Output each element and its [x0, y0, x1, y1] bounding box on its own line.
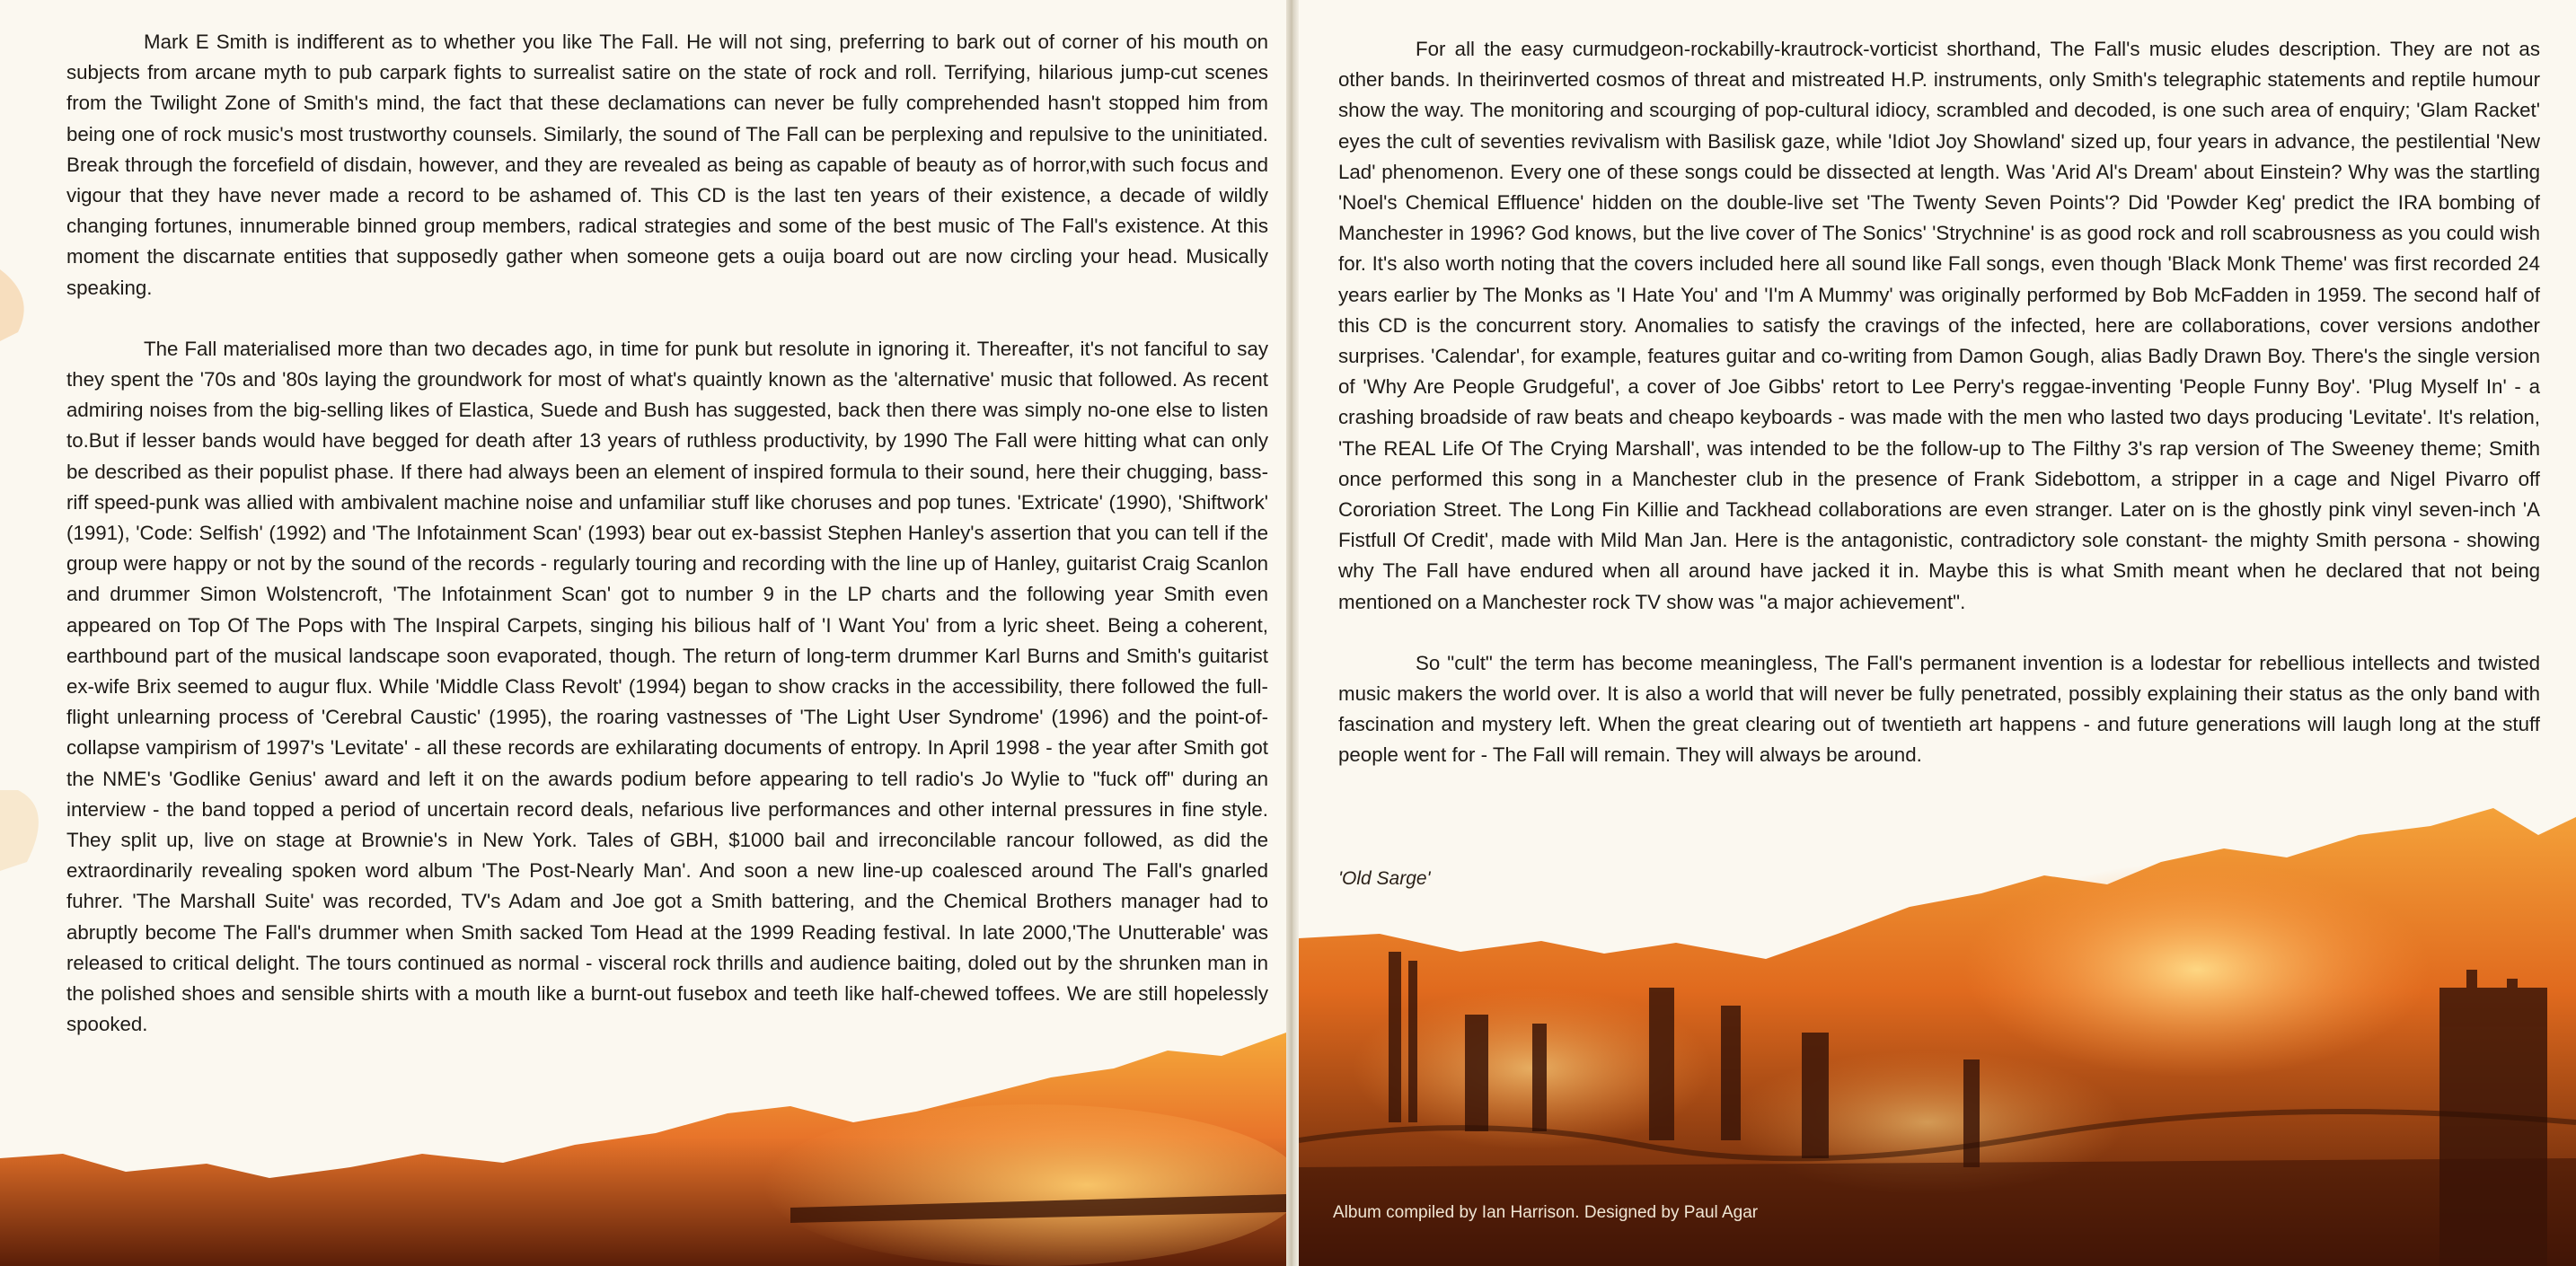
right-page [1299, 0, 2576, 1266]
right-paragraph-2: So "cult" the term has become meaningless, The Fall's permanent invention is a lodestar for rebellious intellects and twisted music makers the world over. It is also a world that will never be fully penetrated, possibly explaining their status as the only band with fascination and mystery left. When the great clearing out of twentieth art happens - and future generations will laugh long at the stuff people went for - The Fall will remain. They will always be around. [1338, 651, 2540, 767]
left-page-text [66, 27, 1268, 1041]
booklet-fold [1286, 0, 1299, 1266]
album-credit: Album compiled by Ian Harrison. Designed by Paul Agar [1333, 1203, 1759, 1222]
right-paragraph-1: For all the easy curmudgeon-rockabilly-krautrock-vorticist shorthand, The Fall's music eludes description. They are not as other bands. In theirinverted cosmos of threat and mistreated H.P. instruments, only Smith's telegraphic statements and reptile humour show the way. The monitoring and scourging of pop-cultural idiocy, scrambled and decoded, is one such area of enquiry; 'Glam Racket' eyes the cult of seventies revivalism with Basilisk gaze, while 'Idiot Joy Showland' sized up, four years in advance, the pestilential 'New Lad' phenomenon. Every one of these songs could be dissected at length. Was 'Arid Al's Dream' about Einstein? Why was the startling 'Noel's Chemical Effluence' hidden on the double-live set 'The Twenty Seven Points'? Did 'Powder Keg' predict the IRA bombing of Manchester in 1996? God knows, but the live cover of The Sonics' 'Strychnine' is as good rock and roll scabrousness as you could wish for. It's also worth noting that the covers included here all sound like Fall songs, even though 'Black Monk Theme' was first recorded 24 years earlier by The Monks as 'I Hate You' and 'I'm A Mummy' was originally performed by Bob McFadden in 1959. The second half of this CD is the concurrent story. Anomalies to satisfy the cravings of the infected, here are collaborations, cover versions andother surprises. 'Calendar', for example, features guitar and co-writing from Damon Gough, alias Badly Drawn Boy. There's the single version of 'Why Are People Grudgeful', a cover of Joe Gibbs' retort to Lee Perry's reggae-inventing 'People Funny Boy'. 'Plug Myself In' - a crashing broadside of raw beats and cheapo keyboards - was made with the men who lasted two days producing 'Levitate'. It's relation, 'The REAL Life Of The Crying Marshall', was intended to be the follow-up to The Filthy 3's rap version of The Sweeney theme; Smith once performed this song in a Manchester club in the presence of Frank Sidebottom, a stripper in a cage and Nigel Pivarro off Cororiation Street. The Long Fin Killie and Tackhead collaborations are even stranger. Later on is the ghostly pink vinyl seven-inch 'A Fistfull Of Credit', made with Mild Man Jan. Here is the antagonistic, contradictory sole constant- the mighty Smith persona - showing why The Fall have endured when all around have jacked it in. Maybe this is what Smith meant when he declared that not being mentioned on a Manchester rock TV show was "a major achievement". [1338, 38, 2540, 613]
signature: 'Old Sarge' [1338, 868, 1431, 889]
left-page [0, 0, 1286, 1266]
left-paragraph-1: Mark E Smith is indifferent as to whether you like The Fall. He will not sing, preferring to bark out of corner of his mouth on subjects from arcane myth to pub carpark fights to surrealist satire on the state of rock and roll. Terrifying, hilarious jump-cut scenes from the Twilight Zone of Smith's mind, the fact that these declamations can never be fully comprehended hasn't stopped him from being one of rock music's most trustworthy counsels. Similarly, the sound of The Fall can be perplexing and repulsive to the uninitiated. Break through the forcefield of disdain, however, and they are revealed as being as capable of beauty as of horror,with such focus and vigour that they have never made a record to be ashamed of. This CD is the last ten years of their existence, a decade of wildly changing fortunes, innumerable binned group members, radical strategies and some of the best music of The Fall's existence. At this moment the discarnate entities that supposedly gather when someone gets a ouija board out are now circling your head. Musically speaking. [66, 31, 1268, 299]
right-page-text [1338, 34, 2540, 771]
left-paragraph-2: The Fall materialised more than two decades ago, in time for punk but resolute in ignoring it. Thereafter, it's not fanciful to say they spent the '70s and '80s laying the groundwork for most of what's quaintly known as the 'alternative' music that followed. As recent admiring noises from the big-selling likes of Elastica, Suede and Bush has suggested, back then there was simply no-one else to listen to.But if lesser bands would have begged for death after 13 years of ruthless productivity, by 1990 The Fall were hitting what can only be described as their populist phase. If there had always been an element of inspired formula to their sound, here their chugging, bass-riff speed-punk was allied with ambivalent machine noise and unfamiliar stuff like choruses and pop tunes. 'Extricate' (1990), 'Shiftwork' (1991), 'Code: Selfish' (1992) and 'The Infotainment Scan' (1993) bear out ex-bassist Stephen Hanley's assertion that you can tell if the group were happy or not by the sound of the records - regularly touring and recording with the line up of Hanley, guitarist Craig Scanlon and drummer Simon Wolstencroft, 'The Infotainment Scan' got to number 9 in the LP charts and the following year Smith even appeared on Top Of The Pops with The Inspiral Carpets, singing his bilious half of 'I Want You' from a lyric sheet. Being a coherent, earthbound part of the musical landscape soon evaporated, though. The return of long-term drummer Karl Burns and Smith's guitarist ex-wife Brix seemed to augur flux. While 'Middle Class Revolt' (1994) began to show cracks in the accessibility, there followed the full-flight unlearning process of 'Cerebral Caustic' (1995), the roaring vastnesses of 'The Light User Syndrome' (1996) and the point-of-collapse vampirism of 1997's 'Levitate' - all these records are exhilarating documents of entropy. In April 1998 - the year after Smith got the NME's 'Godlike Genius' award and left it on the awards podium before appearing to tell radio's Jo Wylie to "fuck off" during an interview - the band topped a period of uncertain record deals, nefarious live performances and other internal pressures in fine style. They split up, live on stage at Brownie's in New York. Tales of GBH, $1000 bail and irreconcilable rancour followed, as did the extraordinarily revealing spoken word album 'The Post-Nearly Man'. And soon a new line-up coalesced around The Fall's gnarled fuhrer. 'The Marshall Suite' was recorded, TV's Adam and Joe got a Smith battering, and the Chemical Brothers manager had to abruptly become The Fall's drummer when Smith sacked Tom Head at the 1999 Reading festival. In late 2000,'The Unutterable' was released to critical delight. The tours continued as normal - visceral rock thrills and audience baiting, doled out by the shrunken man in the polished shoes and sensible shirts with a mouth like a burnt-out fusebox and teeth like half-chewed toffees. We are still hopelessly spooked. [66, 337, 1268, 1036]
